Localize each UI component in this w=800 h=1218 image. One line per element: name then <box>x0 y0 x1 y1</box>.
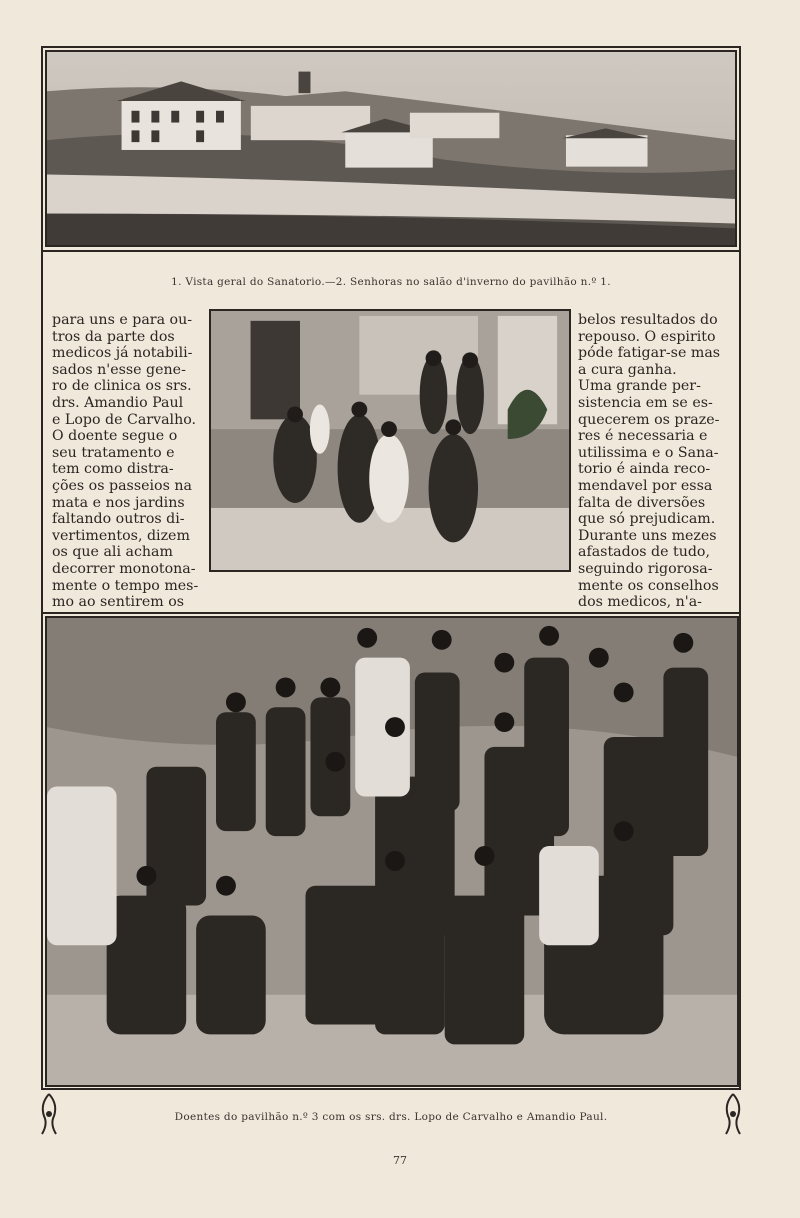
article-line: repouso. O espirito <box>578 328 716 345</box>
article-line: sados n'esse gene- <box>52 361 186 378</box>
article-line: mo ao sentirem os <box>52 594 185 611</box>
page-number: 77 <box>393 1154 407 1167</box>
article-line: a cura ganha. <box>578 361 677 378</box>
article-line: tem como distra- <box>52 461 174 478</box>
article-line: mente os conselhos <box>578 577 719 594</box>
photo-sanatorium-view <box>45 50 737 247</box>
article-line: vertimentos, dizem <box>52 527 190 544</box>
article-line: afastados de tudo, <box>578 544 710 561</box>
ornament-left-icon <box>38 1092 60 1136</box>
caption-top: 1. Vista geral do Sanatorio.—2. Senhoras no salão d'inverno do pavilhão n.º 1. <box>171 276 611 288</box>
article-line: Uma grande per- <box>578 378 701 395</box>
article-line: torio é ainda reco- <box>578 461 711 478</box>
ornament-right-icon <box>722 1092 744 1136</box>
article-line: ro de clinica os srs. <box>52 378 192 395</box>
article-line: medicos já notabili- <box>52 345 193 362</box>
article-line: decorrer monotona- <box>52 560 196 577</box>
article-line: falta de diversões <box>578 494 706 511</box>
caption-bottom: Doentes do pavilhão n.º 3 com os srs. drs. Lopo de Carvalho e Amandio Paul. <box>174 1111 608 1123</box>
article-line: que só prejudicam. <box>578 511 716 528</box>
article-line: mendavel por essa <box>578 477 713 494</box>
article-line: seguindo rigorosa- <box>578 560 713 577</box>
article-line: e Lopo de Carvalho. <box>52 411 197 428</box>
article-column-left <box>52 312 204 611</box>
article-line: mente o tempo mes- <box>52 577 199 594</box>
article-line: belos resultados do <box>578 312 718 328</box>
article-line: quecerem os prazе- <box>578 411 720 428</box>
frame-divider-top <box>41 250 741 252</box>
article-line: os que ali acham <box>52 544 173 561</box>
article-column-right <box>578 312 730 611</box>
photo-winter-salon <box>209 309 571 572</box>
article-line: seu tratamento e <box>52 444 175 461</box>
article-line: póde fatigar-se mas <box>578 345 721 362</box>
article-line: drs. Amandio Paul <box>52 394 184 411</box>
article-line: dos medicos, n'a- <box>578 594 702 611</box>
article-line: mata e nos jardins <box>52 494 185 511</box>
article-line: utilissima e o Sana- <box>578 444 719 461</box>
article-line: para uns e para ou- <box>52 312 193 328</box>
article-line: res é necessaria e <box>578 428 708 445</box>
article-line: tros da parte dos <box>52 328 175 345</box>
article-line: ções os passeios na <box>52 477 192 494</box>
article-line: sistencia em se es- <box>578 394 713 411</box>
article-line: Durante uns mezes <box>578 527 717 544</box>
frame-divider-middle <box>41 612 741 614</box>
photo-group-patients <box>45 616 739 1087</box>
article-line: faltando outros di- <box>52 511 185 528</box>
article-line: O doente segue o <box>52 428 178 445</box>
